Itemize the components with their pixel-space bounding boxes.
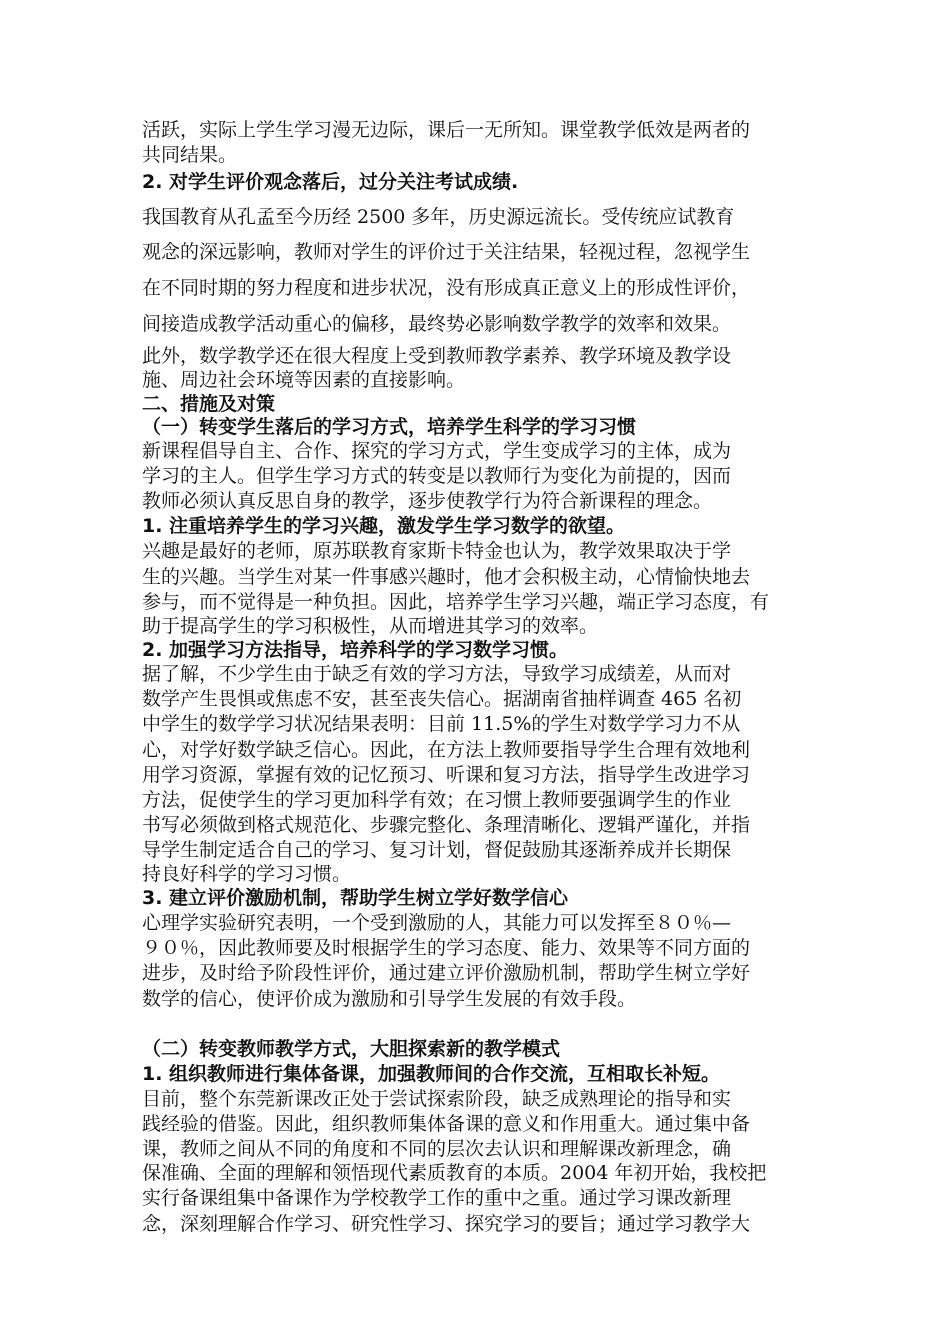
- text-line: 活跃，实际上学生学习漫无边际，课后一无所知。课堂教学低效是两者的: [142, 119, 751, 141]
- text-line: 方法，促使学生的学习更加科学有效；在习惯上教师要强调学生的作业: [142, 789, 732, 811]
- section-heading: 二、措施及对策: [142, 393, 276, 415]
- text-line: 学习的主人。但学生学习方式的转变是以教师行为变化为前提的，因而: [142, 465, 732, 487]
- section-heading: 3. 建立评价激励机制，帮助学生树立学好数学信心: [142, 887, 569, 909]
- text-line: 用学习资源，掌握有效的记忆预习、听课和复习方法，指导学生改进学习: [142, 764, 751, 786]
- text-line: 在不同时期的努力程度和进步状况，没有形成真正意义上的形成性评价，: [142, 277, 751, 299]
- section-heading: 1. 注重培养学生的学习兴趣，激发学生学习数学的欲望。: [142, 515, 626, 537]
- section-heading: 2. 加强学习方法指导，培养科学的学习数学习惯。: [142, 639, 569, 661]
- text-line: 心理学实验研究表明，一个受到激励的人，其能力可以发挥至８０％—: [142, 912, 732, 934]
- text-line: 我国教育从孔孟至今历经 2500 多年，历史源远流长。受传统应试教育: [142, 206, 735, 228]
- text-line: 兴趣是最好的老师，原苏联教育家斯卡特金也认为，教学效果取决于学: [142, 540, 732, 562]
- text-line: 持良好科学的学习习惯。: [142, 863, 352, 885]
- section-heading: 1. 组织教师进行集体备课，加强教师间的合作交流，互相取长补短。: [142, 1063, 721, 1085]
- text-line: 念，深刻理解合作学习、研究性学习、探究学习的要旨；通过学习教学大: [142, 1213, 751, 1235]
- text-line: 心，对学好数学缺乏信心。因此，在方法上教师要指导学生合理有效地利: [142, 739, 751, 761]
- text-line: 中学生的数学学习状况结果表明：目前 11.5%的学生对数学学习力不从: [142, 713, 741, 735]
- text-line: 导学生制定适合自己的学习、复习计划，督促鼓励其逐渐养成并长期保: [142, 839, 732, 861]
- text-line: 数学产生畏惧或焦虑不安，甚至丧失信心。据湖南省抽样调查 465 名初: [142, 688, 742, 710]
- text-line: 进步，及时给予阶段性评价，通过建立评价激励机制，帮助学生树立学好: [142, 962, 751, 984]
- text-line: 此外，数学教学还在很大程度上受到教师教学素养、教学环境及教学设: [142, 345, 732, 367]
- text-line: 观念的深远影响，教师对学生的评价过于关注结果，轻视过程，忽视学生: [142, 241, 751, 263]
- text-line: 共同结果。: [142, 144, 238, 166]
- section-heading: （二）转变教师教学方式，大胆探索新的教学模式: [142, 1038, 561, 1060]
- text-line: 教师必须认真反思自身的教学，逐步使教学行为符合新课程的理念。: [142, 490, 713, 512]
- text-line: 据了解，不少学生由于缺乏有效的学习方法，导致学习成绩差，从而对: [142, 663, 732, 685]
- text-line: 数学的信心，使评价成为激励和引导学生发展的有效手段。: [142, 988, 637, 1010]
- text-line: 施、周边社会环境等因素的直接影响。: [142, 369, 466, 391]
- section-heading: 2. 对学生评价观念落后，过分关注考试成绩.: [142, 171, 519, 193]
- text-line: 保准确、全面的理解和领悟现代素质教育的本质。2004 年初开始，我校把: [142, 1162, 767, 1184]
- text-line: 书写必须做到格式规范化、步骤完整化、条理清晰化、逻辑严谨化，并指: [142, 814, 751, 836]
- text-line: 生的兴趣。当学生对某一件事感兴趣时，他才会积极主动，心情愉快地去: [142, 566, 751, 588]
- text-line: 助于提高学生的学习积极性，从而增进其学习的效率。: [142, 615, 599, 637]
- text-line: 践经验的借鉴。因此，组织教师集体备课的意义和作用重大。通过集中备: [142, 1113, 751, 1135]
- text-line: 参与，而不觉得是一种负担。因此，培养学生学习兴趣，端正学习态度，有: [142, 591, 770, 613]
- text-line: 目前，整个东莞新课改正处于尝试探索阶段，缺乏成熟理论的指导和实: [142, 1088, 732, 1110]
- text-line: 间接造成教学活动重心的偏移，最终势必影响数学教学的效率和效果。: [142, 313, 732, 335]
- text-line: ９０％，因此教师要及时根据学生的学习态度、能力、效果等不同方面的: [142, 937, 751, 959]
- text-line: 课，教师之间从不同的角度和不同的层次去认识和理解课改新理念，确: [142, 1138, 732, 1160]
- section-heading: （一）转变学生落后的学习方式，培养学生科学的学习习惯: [142, 416, 637, 438]
- text-line: 新课程倡导自主、合作、探究的学习方式，学生变成学习的主体，成为: [142, 440, 732, 462]
- text-line: 实行备课组集中备课作为学校教学工作的重中之重。通过学习课改新理: [142, 1187, 732, 1209]
